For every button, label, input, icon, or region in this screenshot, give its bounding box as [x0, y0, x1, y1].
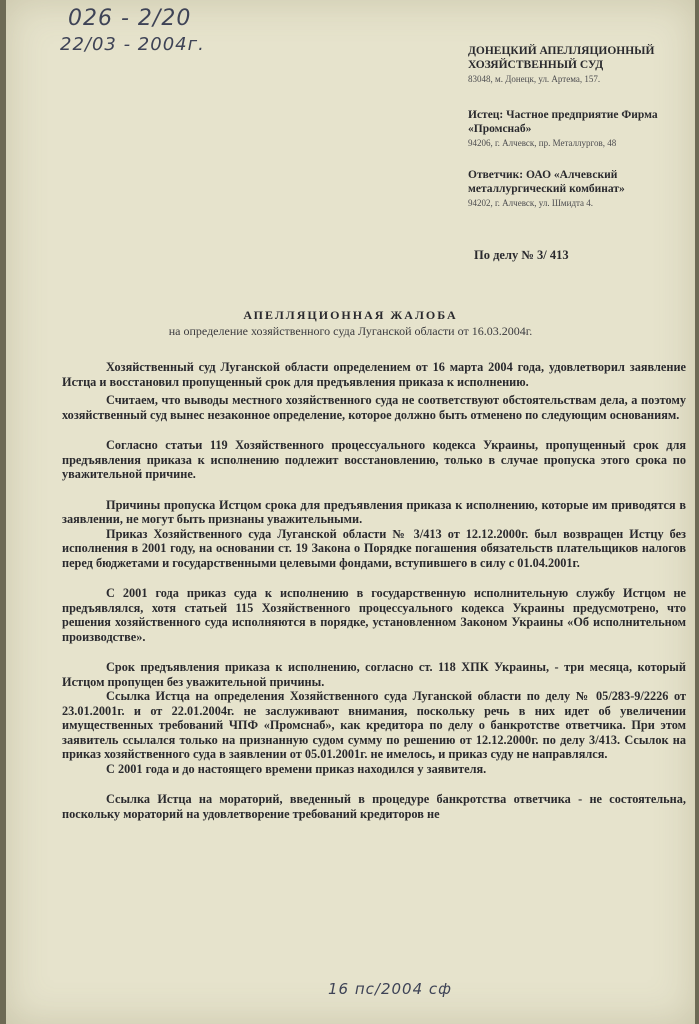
paragraph: Причины пропуска Истцом срока для предъявления приказа к исполнению, которые им приводятся в заявлении, не могут быть признаны уважительными.: [62, 497, 686, 526]
plaintiff-label: Истец:: [468, 109, 504, 121]
document-page: [6, 0, 695, 1024]
defendant-address: 94202, г. Алчевск, ул. Шмидта 4.: [468, 198, 594, 208]
plaintiff-name: Частное предприятие Фирма «Промснаб»: [468, 109, 658, 135]
paragraph: Хозяйственный суд Луганской области определением от 16 марта 2004 года, удовлетворил заявление Истца и восстановил пропущенный срок для предъявления приказа к исполнению.: [62, 360, 686, 389]
document-body: [62, 360, 686, 821]
defendant-block: [468, 168, 690, 210]
handwritten-date: 22/03 - 2004г.: [60, 34, 205, 55]
defendant-label: Ответчик:: [468, 169, 524, 181]
paragraph: Ссылка Истца на мораторий, введенный в процедуре банкротства ответчика - не состоятельна, поскольку мораторий на удовлетворение требований кредиторов не: [62, 792, 686, 821]
document-title: АПЕЛЛЯЦИОННАЯ ЖАЛОБА: [243, 308, 458, 322]
court-name: ДОНЕЦКИЙ АПЕЛЛЯЦИОННЫЙ ХОЗЯЙСТВЕННЫЙ СУД: [468, 45, 655, 71]
paragraph: Согласно статьи 119 Хозяйственного процессуального кодекса Украины, пропущенный срок для предъявления приказа к исполнению подлежит восстановлению, только в случае пропуска этого срока по уважительной причине.: [62, 438, 686, 481]
paragraph: Считаем, что выводы местного хозяйственного суда не соответствуют обстоятельствам дела, а поэтому хозяйственный суд вынес незаконное определение, которое должно быть отменено по следующим основаниям.: [62, 393, 686, 422]
handwritten-footer-note: 16 пс/2004 сф: [328, 980, 452, 998]
document-subtitle: на определение хозяйственного суда Луганской области от 16.03.2004г.: [168, 324, 533, 338]
court-addressee: [468, 44, 690, 86]
paragraph: Срок предъявления приказа к исполнению, согласно ст. 118 ХПК Украины, - три месяца, который Истцом пропущен без уважительной причины.: [62, 660, 686, 689]
plaintiff-block: [468, 108, 690, 150]
defendant-name: ОАО «Алчевский металлургический комбинат»: [468, 169, 625, 195]
court-address: 83048, м. Донецк, ул. Артема, 157.: [468, 74, 601, 84]
paragraph: С 2001 года приказ суда к исполнению в государственную исполнительную службу Истцом не предъявлялся, хотя статьей 115 Хозяйственного процессуального кодекса Украины предусмотрено, что решения хозяйственного суда исполняются в порядке, установленном Законом Украины «Об исполнительном производстве».: [62, 586, 686, 644]
case-number: По делу № 3/ 413: [474, 248, 569, 262]
plaintiff-address: 94206, г. Алчевск, пр. Металлургов, 48: [468, 138, 617, 148]
paragraph: С 2001 года и до настоящего времени приказ находился у заявителя.: [106, 761, 487, 776]
handwritten-registration-number: 026 - 2/20: [68, 6, 192, 31]
paragraph: Ссылка Истца на определения Хозяйственного суда Луганской области по делу № 05/283-9/2226 от 23.01.2001г. и от 22.01.2004г. не заслуживают внимания, поскольку речь в них идет об увеличении имущественных требований ЧПФ «Промснаб», как кредитора по делу о банкротстве ответчика. При этом заявитель ссылался только на признанную судом сумму по решению от 12.12.2000г. по делу 3/413. Ссылок на приказ хозяйственного суда в заявлении от 05.01.2001г. не имелось, и приказ суду не направлялся.: [62, 689, 686, 761]
paragraph: Приказ Хозяйственного суда Луганской области № 3/413 от 12.12.2000г. был возвращен Истцу без исполнения в 2001 году, на основании ст. 19 Закона о Порядке погашения обязательств плательщиков налогов перед бюджетами и государственными целевыми фондами, вступившего в силу с 01.04.2001г.: [62, 526, 686, 570]
